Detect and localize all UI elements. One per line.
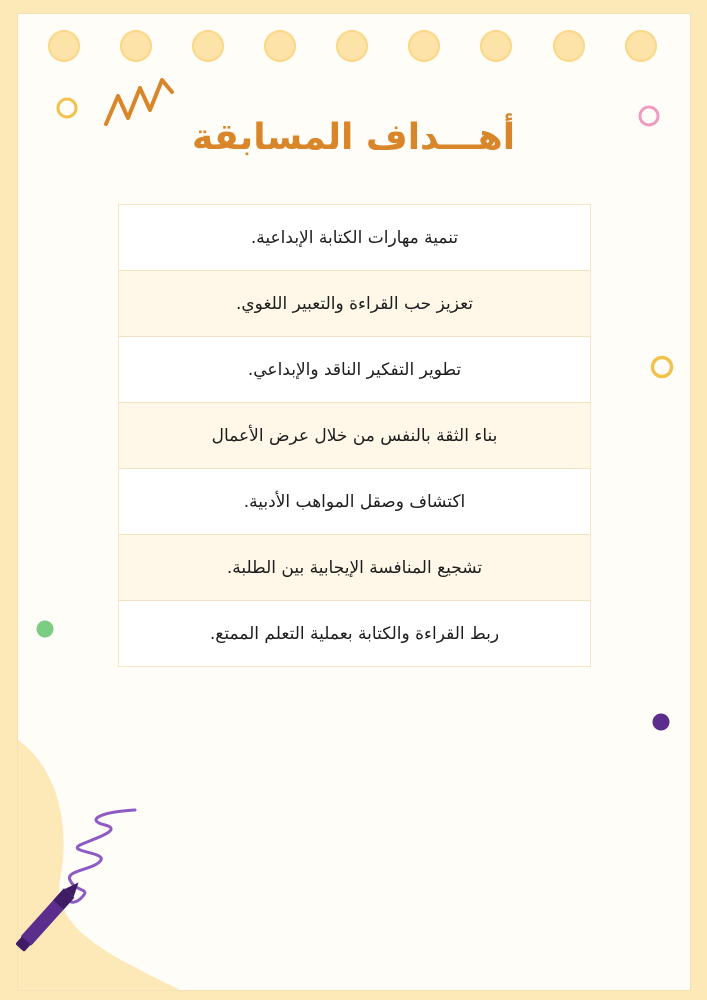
goal-text: تشجيع المنافسة الإيجابية بين الطلبة. <box>226 557 483 578</box>
goal-text: تعزيز حب القراءة والتعبير اللغوي. <box>235 293 474 314</box>
binder-hole <box>192 30 224 62</box>
goals-table <box>118 204 591 667</box>
goal-text: اكتشاف وصقل المواهب الأدبية. <box>243 491 466 512</box>
goal-row <box>119 535 590 601</box>
goal-text: ربط القراءة والكتابة بعملية التعلم الممتع. <box>209 623 500 644</box>
binder-hole <box>336 30 368 62</box>
page-title: أهـــداف المسابقة <box>191 117 516 158</box>
binder-hole <box>408 30 440 62</box>
goal-row <box>119 469 590 535</box>
goal-row <box>119 205 590 271</box>
marker-pen-icon <box>5 800 145 960</box>
goal-text: بناء الثقة بالنفس من خلال عرض الأعمال <box>211 425 498 446</box>
goal-row <box>119 403 590 469</box>
goal-text: تنمية مهارات الكتابة الإبداعية. <box>250 227 459 248</box>
binder-hole <box>48 30 80 62</box>
binder-hole <box>120 30 152 62</box>
goal-row <box>119 271 590 337</box>
purple-dot-icon <box>651 712 671 732</box>
binder-hole <box>553 30 585 62</box>
binder-hole <box>625 30 657 62</box>
binder-hole <box>480 30 512 62</box>
binder-hole <box>264 30 296 62</box>
goal-row <box>119 337 590 403</box>
yellow-ring-icon <box>649 354 675 380</box>
goal-row <box>119 601 590 666</box>
goal-text: تطوير التفكير الناقد والإبداعي. <box>247 359 462 380</box>
green-dot-icon <box>35 619 55 639</box>
